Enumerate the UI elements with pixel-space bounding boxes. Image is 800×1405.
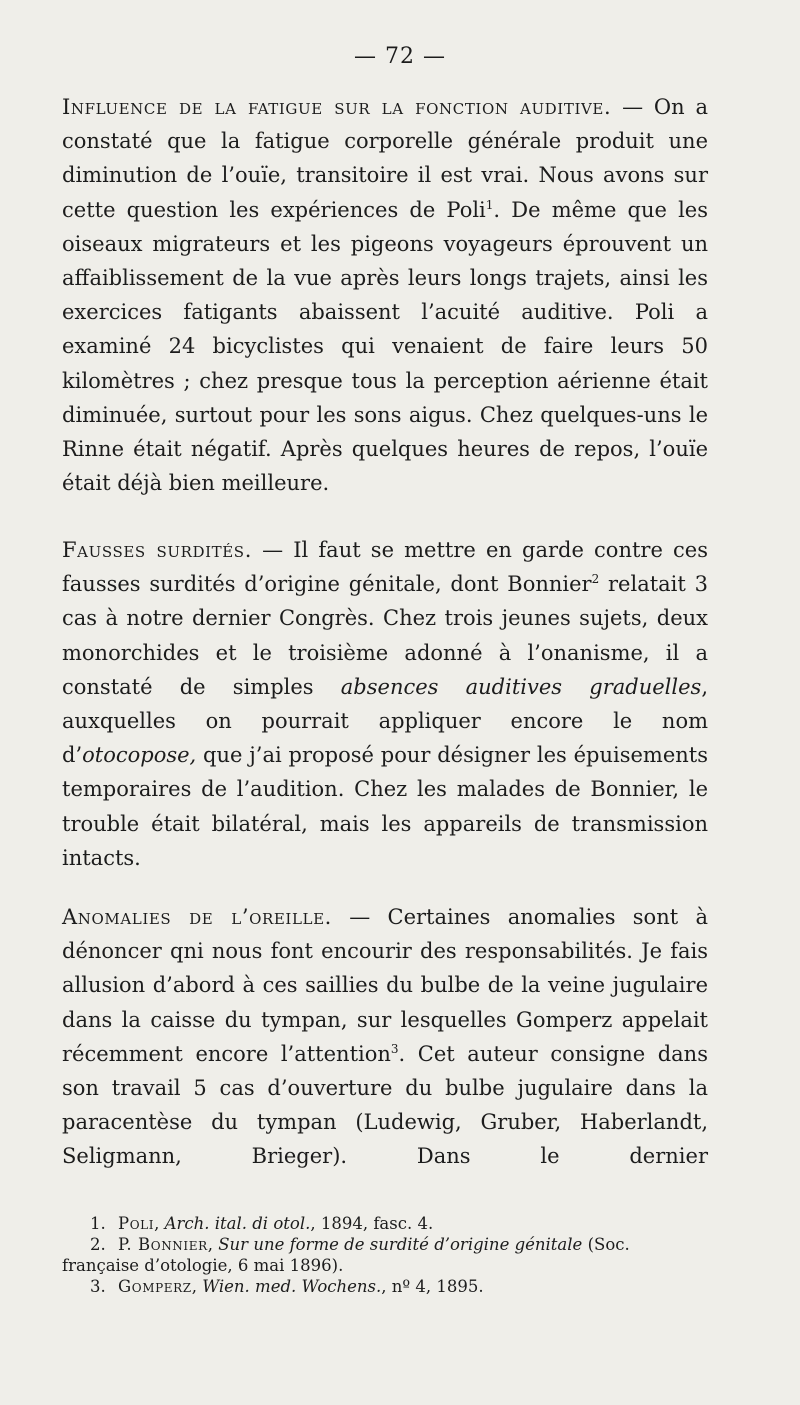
- section-fausses-surdites: [62, 533, 708, 875]
- footnote-title: Arch. ital. di otol.: [164, 1214, 311, 1233]
- footnotes: [62, 1213, 708, 1297]
- footnote-ref-2: 2: [591, 572, 600, 587]
- paragraph-text: que j’ai proposé pour désigner les épuisements temporaires de l’audition. Chez les malades de Bonnier, le trouble était bilatéral, mais les appareils de transmission intacts.: [62, 743, 708, 870]
- paragraph-text: Il faut se mettre en garde contre ces fausses surdités d’origine génitale, dont Bonnier: [62, 538, 708, 597]
- footnote-title: Sur une forme de surdité d’origine génitale: [218, 1235, 583, 1254]
- section-heading-fausses-surdites: Fausses surdités.: [62, 538, 252, 562]
- footnote-2: [62, 1234, 708, 1276]
- paragraph-text: , auxquelles on pourrait appliquer encore le nom d’: [62, 674, 708, 768]
- heading-dash: —: [251, 538, 294, 562]
- italic-term-absences: absences auditives graduelles: [340, 674, 702, 699]
- footnote-number: 2.: [90, 1235, 106, 1254]
- footnote-number: 3.: [90, 1277, 106, 1296]
- footnote-title: Wien. med. Wochens.: [202, 1277, 382, 1296]
- footnote-1: [62, 1213, 708, 1234]
- footnote-author: Gomperz: [118, 1277, 192, 1296]
- section-anomalies: [62, 900, 708, 1174]
- heading-dash: —: [611, 95, 654, 119]
- footnote-author: P. Bonnier: [118, 1235, 208, 1254]
- footnote-author: Poli: [118, 1214, 155, 1233]
- footnote-rest: , 1894, fasc. 4.: [310, 1214, 434, 1233]
- footnote-ref-3: 3: [390, 1041, 399, 1056]
- heading-dash: —: [331, 905, 388, 929]
- footnote-ref-1: 1: [485, 197, 494, 212]
- paragraph-fausses-surdites: [62, 533, 708, 875]
- footnote-separator: ,: [154, 1214, 165, 1233]
- footnote-separator: ,: [191, 1277, 203, 1296]
- paragraph-text: . Cet auteur consigne dans son travail 5 cas d’ouverture du bulbe jugulaire dans la paracentèse du tympan (Ludewig, Gruber, Haberlandt, Seligmann, Brieger). Dans le dernier: [62, 1041, 708, 1169]
- section-fatigue: [62, 90, 708, 500]
- section-heading-anomalies: Anomalies de l’oreille.: [62, 905, 332, 929]
- paragraph-text: Certaines anomalies sont à dénoncer qni nous font encourir des responsabilités. Je fais allusion d’abord à ces saillies du bulbe de la veine jugulaire dans la caisse du tympan, sur lesquelles Gomperz appelait récemment encore l’attention: [62, 905, 708, 1066]
- paragraph-text: . De même que les oiseaux migrateurs et les pigeons voyageurs éprouvent un affaiblissement de la vue après leurs longs trajets, ainsi les exercices fatigants abaissent l’acuité auditive. Poli a examiné 24 bicyclistes qui venaient de faire leurs 50 kilomètres ; chez presque tous la perception aérienne était diminuée, surtout pour les sons aigus. Chez quelques-uns le Rinne était négatif. Après quelques heures de repos, l’ouïe était déjà bien meilleure.: [62, 197, 709, 496]
- paragraph-text: relatait 3 cas à notre dernier Congrès. Chez trois jeunes sujets, deux monorchides et le troisième adonné à l’onanisme, il a constaté de simples: [62, 572, 708, 699]
- italic-term-otocopose: otocopose,: [82, 743, 197, 768]
- paragraph-text: On a constaté que la fatigue corporelle générale produit une diminution de l’ouïe, transitoire il est vrai. Nous avons sur cette question les expériences de Poli: [62, 95, 709, 222]
- footnote-number: 1.: [90, 1214, 106, 1233]
- page-number: — 72 —: [354, 44, 446, 69]
- footnote-rest: , nº 4, 1895.: [381, 1277, 484, 1296]
- paragraph-fatigue: [62, 90, 708, 500]
- footnote-separator: ,: [207, 1235, 219, 1254]
- paragraph-anomalies: [62, 900, 708, 1174]
- footnote-3: [62, 1276, 708, 1297]
- footnote-rest: (Soc. française d’otologie, 6 mai 1896).: [62, 1235, 630, 1275]
- section-heading-fatigue: Influence de la fatigue sur la fonction auditive.: [62, 95, 612, 119]
